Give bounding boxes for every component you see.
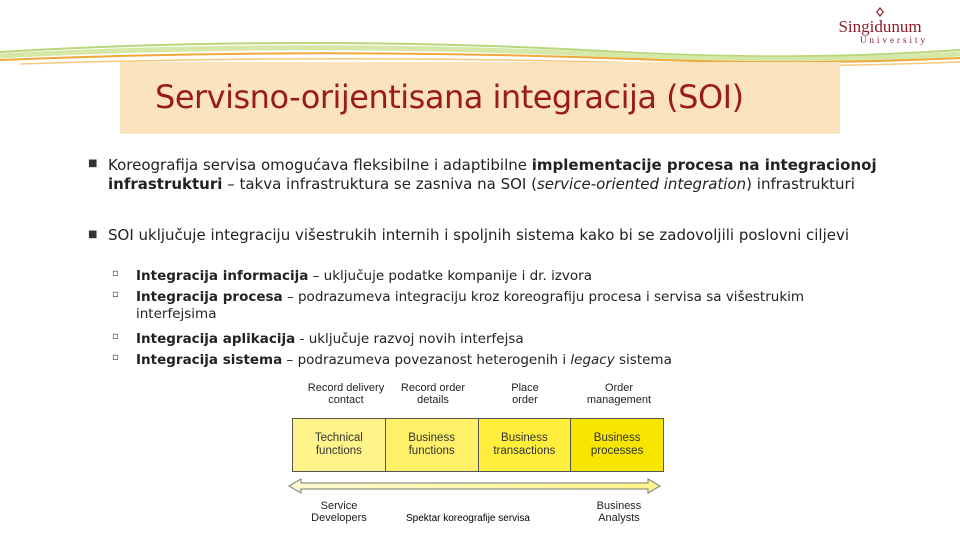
- sub-bullet-marker: ▫: [112, 289, 119, 300]
- spectrum-arrow: [287, 476, 662, 496]
- choreography-diagram: [285, 378, 660, 528]
- bullet-text-1: Koreografija servisa omogućava fleksibilne i adaptibilne implementacije procesa na integracionoj infrastrukturi – takva infrastruktura se zasniva na SOI (service-oriented integration) infrastrukturi: [108, 156, 877, 193]
- diagram-bottom-left-label: Service Developers: [311, 500, 367, 524]
- university-logo: [830, 6, 930, 45]
- sub-bullet-marker: ▫: [112, 352, 119, 363]
- sub-bullet-marker: ▫: [112, 268, 119, 279]
- logo-name: Singidunum: [838, 17, 922, 36]
- spectrum-boxes: [292, 418, 664, 472]
- diagram-bottom-right-label: Business Analysts: [596, 500, 642, 524]
- logo-subtitle: University: [860, 35, 928, 45]
- spectrum-cell: Business processes: [571, 419, 663, 471]
- sub-bullet-4: Integracija sistema – podrazumeva povezanost heterogenih i legacy sistema: [136, 352, 672, 368]
- slide-title: Servisno-orijentisana integracija (SOI): [155, 78, 744, 116]
- diagram-top-label: Order management: [586, 382, 652, 406]
- sub-bullet-1: Integracija informacija – uključuje podatke kompanije i dr. izvora: [136, 268, 592, 284]
- spectrum-cell: Business transactions: [479, 419, 572, 471]
- diagram-caption: Spektar koreografije servisa: [406, 513, 530, 524]
- spectrum-cell: Technical functions: [293, 419, 386, 471]
- diagram-top-label: Record delivery contact: [307, 382, 385, 406]
- bullet-text-2: SOI uključuje integraciju višestrukih internih i spoljnih sistema kako bi se zadovoljili poslovni ciljevi: [108, 226, 850, 244]
- sub-bullet-3: Integracija aplikacija - uključuje razvoj novih interfejsa: [136, 331, 524, 347]
- bullet-marker: ■: [88, 229, 98, 240]
- spectrum-cell: Business functions: [386, 419, 479, 471]
- diagram-top-label: Record order details: [400, 382, 466, 406]
- sub-bullet-marker: ▫: [112, 331, 119, 342]
- bullet-marker: ■: [88, 158, 98, 169]
- diagram-top-label: Place order: [511, 382, 539, 406]
- sub-bullet-2: Integracija procesa – podrazumeva integraciju kroz koreografiju procesa i servisa sa višestrukim interfejsima: [136, 289, 805, 322]
